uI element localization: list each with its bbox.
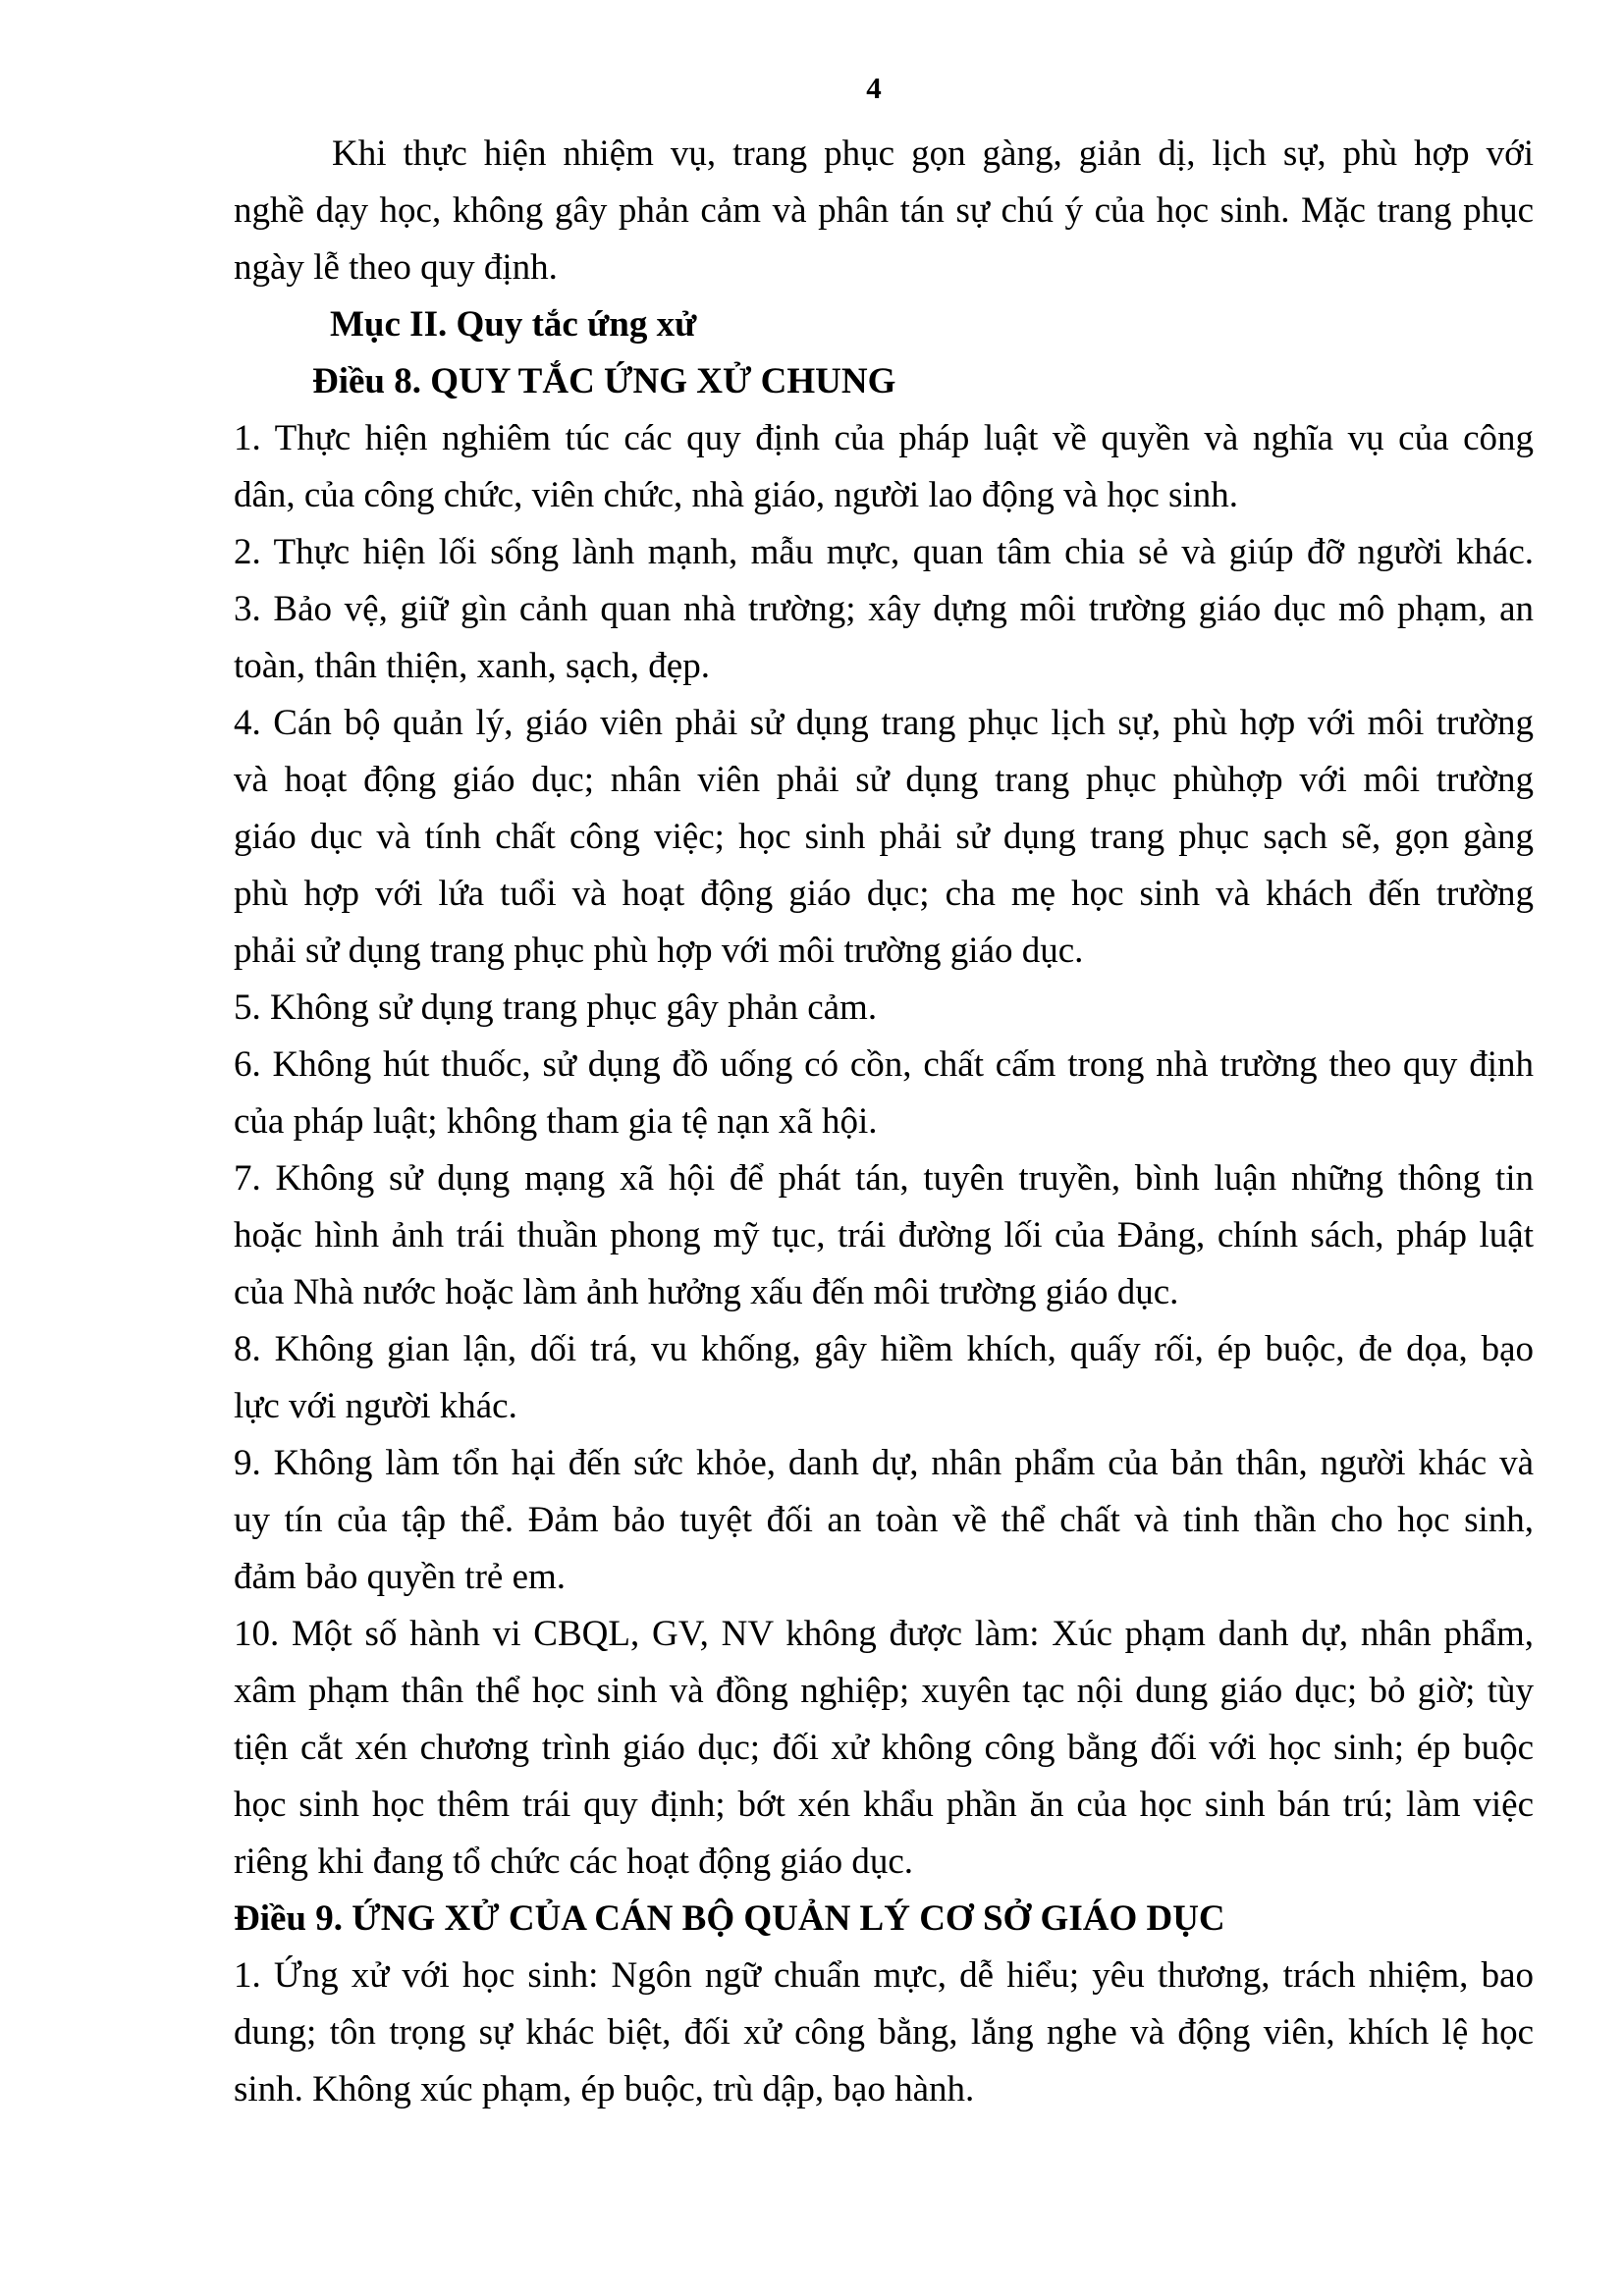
paragraph-line: 1. Thực hiện nghiêm túc các quy định của pháp luật về quyền và nghĩa vụ của công bbox=[234, 418, 1534, 458]
paragraph-line: ngày lễ theo quy định. bbox=[234, 247, 558, 288]
paragraph-line: của Nhà nước hoặc làm ảnh hưởng xấu đến môi trường giáo dục. bbox=[234, 1272, 1179, 1312]
paragraph-line: phải sử dụng trang phục phù hợp với môi trường giáo dục. bbox=[234, 931, 1084, 971]
paragraph-line: 1. Ứng xử với học sinh: Ngôn ngữ chuẩn mực, dễ hiểu; yêu thương, trách nhiệm, bao bbox=[234, 1955, 1534, 1996]
paragraph-line: học sinh học thêm trái quy định; bớt xén khẩu phần ăn của học sinh bán trú; làm việc bbox=[234, 1785, 1534, 1825]
paragraph-line: đảm bảo quyền trẻ em. bbox=[234, 1557, 567, 1597]
section-heading: Điều 8. QUY TẮC ỨNG XỬ CHUNG bbox=[312, 361, 896, 401]
section-heading: Điều 9. ỨNG XỬ CỦA CÁN BỘ QUẢN LÝ CƠ SỞ GIÁO DỤC bbox=[234, 1898, 1225, 1939]
paragraph-line: lực với người khác. bbox=[234, 1386, 517, 1426]
paragraph-line: của pháp luật; không tham gia tệ nạn xã hội. bbox=[234, 1101, 878, 1142]
document-page bbox=[234, 69, 1534, 2118]
page-number: 4 bbox=[866, 71, 882, 105]
paragraph-line: 5. Không sử dụng trang phục gây phản cảm. bbox=[234, 988, 878, 1028]
paragraph-line: tiện cắt xén chương trình giáo dục; đối xử không công bằng đối với học sinh; ép buộc bbox=[234, 1728, 1534, 1768]
paragraph-line: riêng khi đang tổ chức các hoạt động giáo dục. bbox=[234, 1842, 913, 1882]
paragraph-line: 6. Không hút thuốc, sử dụng đồ uống có cồn, chất cấm trong nhà trường theo quy định bbox=[234, 1044, 1534, 1085]
paragraph-line: nghề dạy học, không gây phản cảm và phân tán sự chú ý của học sinh. Mặc trang phục bbox=[234, 190, 1534, 231]
paragraph-line: 3. Bảo vệ, giữ gìn cảnh quan nhà trường; xây dựng môi trường giáo dục mô phạm, an bbox=[234, 589, 1534, 629]
paragraph-line: dân, của công chức, viên chức, nhà giáo, người lao động và học sinh. bbox=[234, 475, 1238, 515]
paragraph-line: 4. Cán bộ quản lý, giáo viên phải sử dụng trang phục lịch sự, phù hợp với môi trường bbox=[234, 703, 1534, 743]
paragraph-line: sinh. Không xúc phạm, ép buộc, trù dập, bạo hành. bbox=[234, 2069, 975, 2109]
paragraph-line: xâm phạm thân thể học sinh và đồng nghiệp; xuyên tạc nội dung giáo dục; bỏ giờ; tùy bbox=[234, 1671, 1534, 1711]
paragraph-line: 2. Thực hiện lối sống lành mạnh, mẫu mực, quan tâm chia sẻ và giúp đỡ người khác. bbox=[234, 532, 1534, 572]
paragraph-line: giáo dục và tính chất công việc; học sinh phải sử dụng trang phục sạch sẽ, gọn gàng bbox=[234, 817, 1534, 857]
paragraph-line: hoặc hình ảnh trái thuần phong mỹ tục, trái đường lối của Đảng, chính sách, pháp luật bbox=[234, 1215, 1534, 1255]
section-heading: Mục II. Quy tắc ứng xử bbox=[330, 304, 697, 345]
paragraph-line: 10. Một số hành vi CBQL, GV, NV không được làm: Xúc phạm danh dự, nhân phẩm, bbox=[234, 1614, 1534, 1654]
paragraph-line: dung; tôn trọng sự khác biệt, đối xử công bằng, lắng nghe và động viên, khích lệ học bbox=[234, 2012, 1534, 2053]
paragraph-line: và hoạt động giáo dục; nhân viên phải sử dụng trang phục phùhợp với môi trường bbox=[234, 760, 1534, 800]
document-body bbox=[234, 126, 1534, 2118]
paragraph-line: 9. Không làm tổn hại đến sức khỏe, danh dự, nhân phẩm của bản thân, người khác và bbox=[234, 1443, 1534, 1483]
paragraph-line: 8. Không gian lận, dối trá, vu khống, gây hiềm khích, quấy rối, ép buộc, đe dọa, bạo bbox=[234, 1329, 1534, 1369]
paragraph-line: toàn, thân thiện, xanh, sạch, đẹp. bbox=[234, 646, 710, 686]
paragraph-line: Khi thực hiện nhiệm vụ, trang phục gọn gàng, giản dị, lịch sự, phù hợp với bbox=[332, 133, 1534, 174]
paragraph-line: phù hợp với lứa tuổi và hoạt động giáo dục; cha mẹ học sinh và khách đến trường bbox=[234, 874, 1534, 914]
paragraph-line: 7. Không sử dụng mạng xã hội để phát tán, tuyên truyền, bình luận những thông tin bbox=[234, 1158, 1534, 1199]
paragraph-line: uy tín của tập thể. Đảm bảo tuyệt đối an toàn về thể chất và tinh thần cho học sinh, bbox=[234, 1500, 1534, 1540]
